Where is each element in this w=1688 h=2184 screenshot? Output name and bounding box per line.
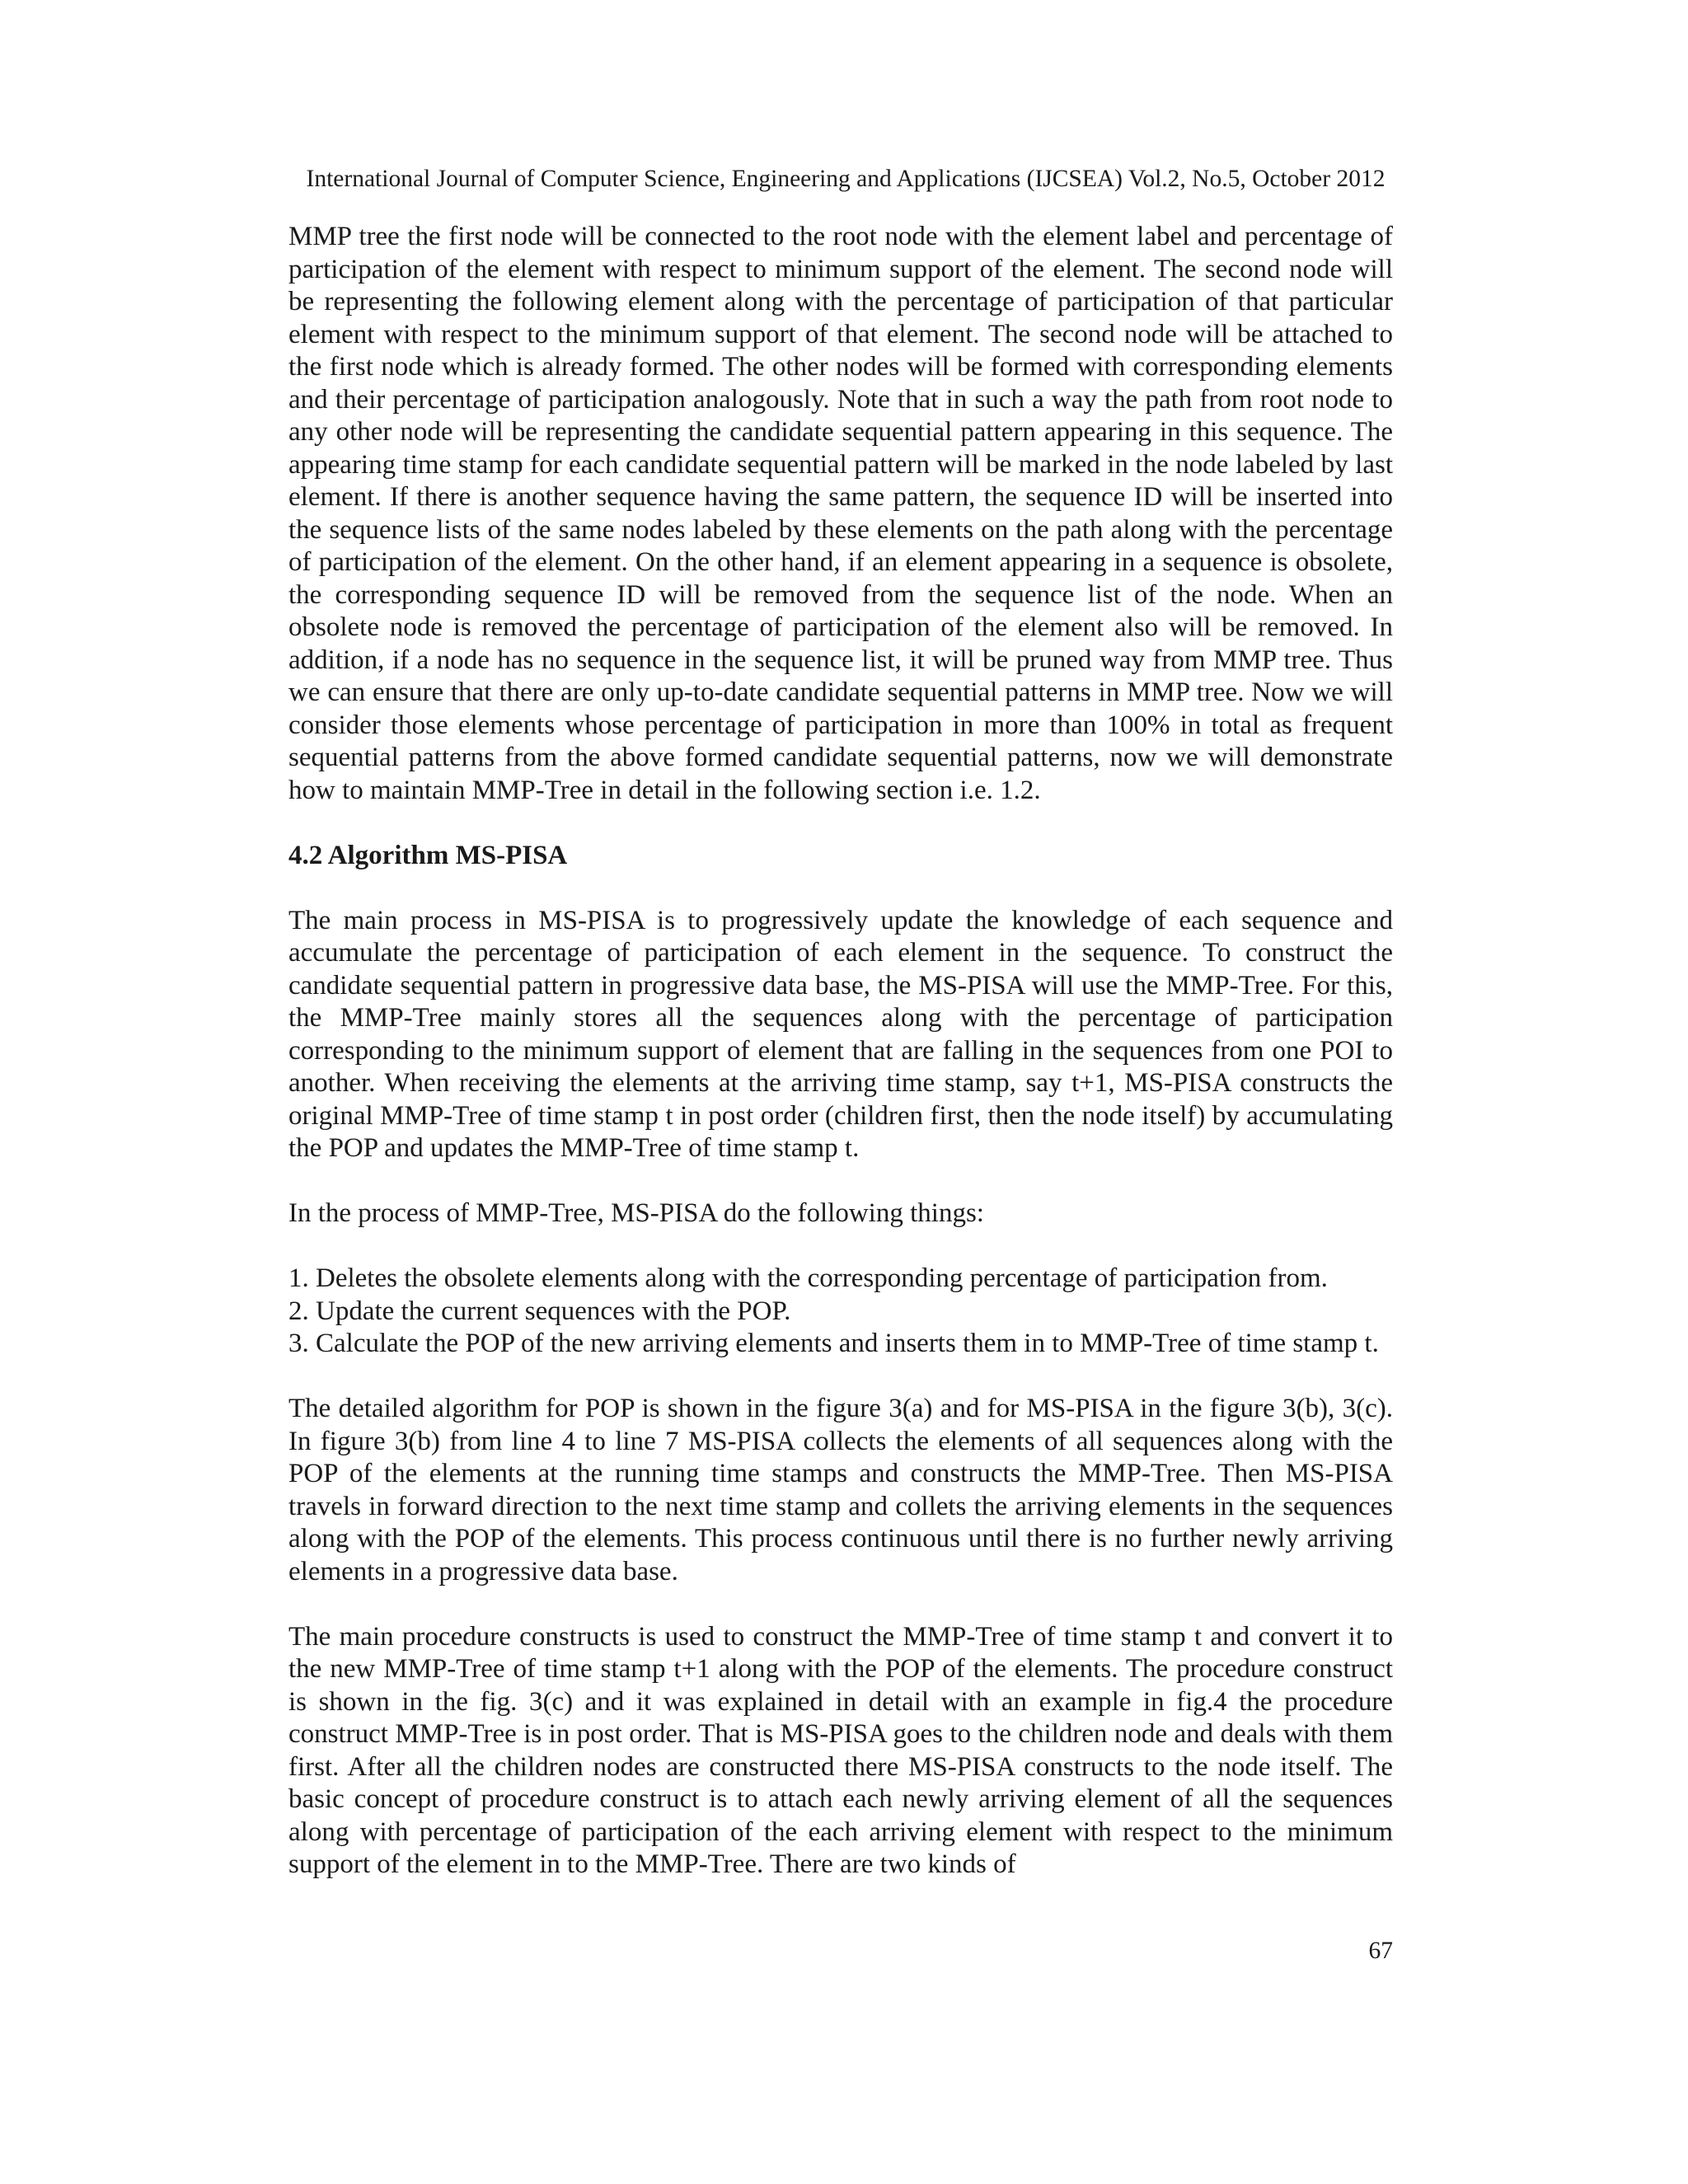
page-number: 67 xyxy=(1368,1938,1393,1964)
paragraph-ms-pisa-main-process: The main process in MS-PISA is to progressively update the knowledge of each sequence and accumulate the percentage of participation of each element in the sequence. To construct the candidate sequential pattern in progressive data base, the MS-PISA will use the MMP-Tree. For this, the MMP-Tree mainly stores all the sequences along with the percentage of participation corresponding to the minimum support of element that are falling in the sequences from one POI to another. When receiving the elements at the arriving time stamp, say t+1, MS-PISA constructs the original MMP-Tree of time stamp t in post order (children first, then the node itself) by accumulating the POP and updates the MMP-Tree of time stamp t. xyxy=(288,905,1393,1163)
paragraph-detailed-algorithm: The detailed algorithm for POP is shown in the figure 3(a) and for MS-PISA in the figure 3(b), 3(c). In figure 3(b) from line 4 to line 7 MS-PISA collects the elements of all sequences along with the POP of the elements at the running time stamps and constructs the MMP-Tree. Then MS-PISA travels in forward direction to the next time stamp and collets the arriving elements in the sequences along with the POP of the elements. This process continuous until there is no further newly arriving elements in a progressive data base. xyxy=(288,1394,1393,1586)
list-item: 3. Calculate the POP of the new arriving elements and inserts them in to MMP-Tree of time stamp t. xyxy=(288,1329,1379,1358)
steps-list xyxy=(288,1263,1393,1361)
running-header: International Journal of Computer Science, Engineering and Applications (IJCSEA) Vol.2, No.5, October 2012 xyxy=(306,166,1386,192)
section-heading: 4.2 Algorithm MS-PISA xyxy=(288,840,568,870)
paragraph-mmp-tree-construction: MMP tree the first node will be connected to the root node with the element label and percentage of participation of the element with respect to minimum support of the element. The second node will be representing the following element along with the percentage of participation of that particular element with respect to the minimum support of that element. The second node will be attached to the first node which is already formed. The other nodes will be formed with corresponding elements and their percentage of participation analogously. Note that in such a way the path from root node to any other node will be representing the candidate sequential pattern appearing in this sequence. The appearing time stamp for each candidate sequential pattern will be marked in the node labeled by last element. If there is another sequence having the same pattern, the sequence ID will be inserted into the sequence lists of the same nodes labeled by these elements on the path along with the percentage of participation of the element. On the other hand, if an element appearing in a sequence is obsolete, the corresponding sequence ID will be removed from the sequence list of the node. When an obsolete node is removed the percentage of participation of the element also will be removed. In addition, if a node has no sequence in the sequence list, it will be pruned way from MMP tree. Thus we can ensure that there are only up-to-date candidate sequential patterns in MMP tree. Now we will consider those elements whose percentage of participation in more than 100% in total as frequent sequential patterns from the above formed candidate sequential patterns, now we will demonstrate how to maintain MMP-Tree in detail in the following section i.e. 1.2. xyxy=(288,222,1393,805)
list-item: 2. Update the current sequences with the POP. xyxy=(288,1296,791,1326)
paragraph-main-procedure: The main procedure constructs is used to construct the MMP-Tree of time stamp t and convert it to the new MMP-Tree of time stamp t+1 along with the POP of the elements. The procedure construct is shown in the fig. 3(c) and it was explained in detail with an example in fig.4 the procedure construct MMP-Tree is in post order. That is MS-PISA goes to the children node and deals with them first. After all the children nodes are constructed there MS-PISA constructs to the node itself. The basic concept of procedure construct is to attach each newly arriving element of all the sequences along with percentage of participation of the each arriving element with respect to the minimum support of the element in to the MMP-Tree. There are two kinds of xyxy=(288,1621,1393,1879)
page-body xyxy=(288,221,1393,1882)
list-item: 1. Deletes the obsolete elements along with the corresponding percentage of participation from. xyxy=(288,1263,1328,1293)
paragraph-process-intro: In the process of MMP-Tree, MS-PISA do the following things: xyxy=(288,1198,984,1228)
